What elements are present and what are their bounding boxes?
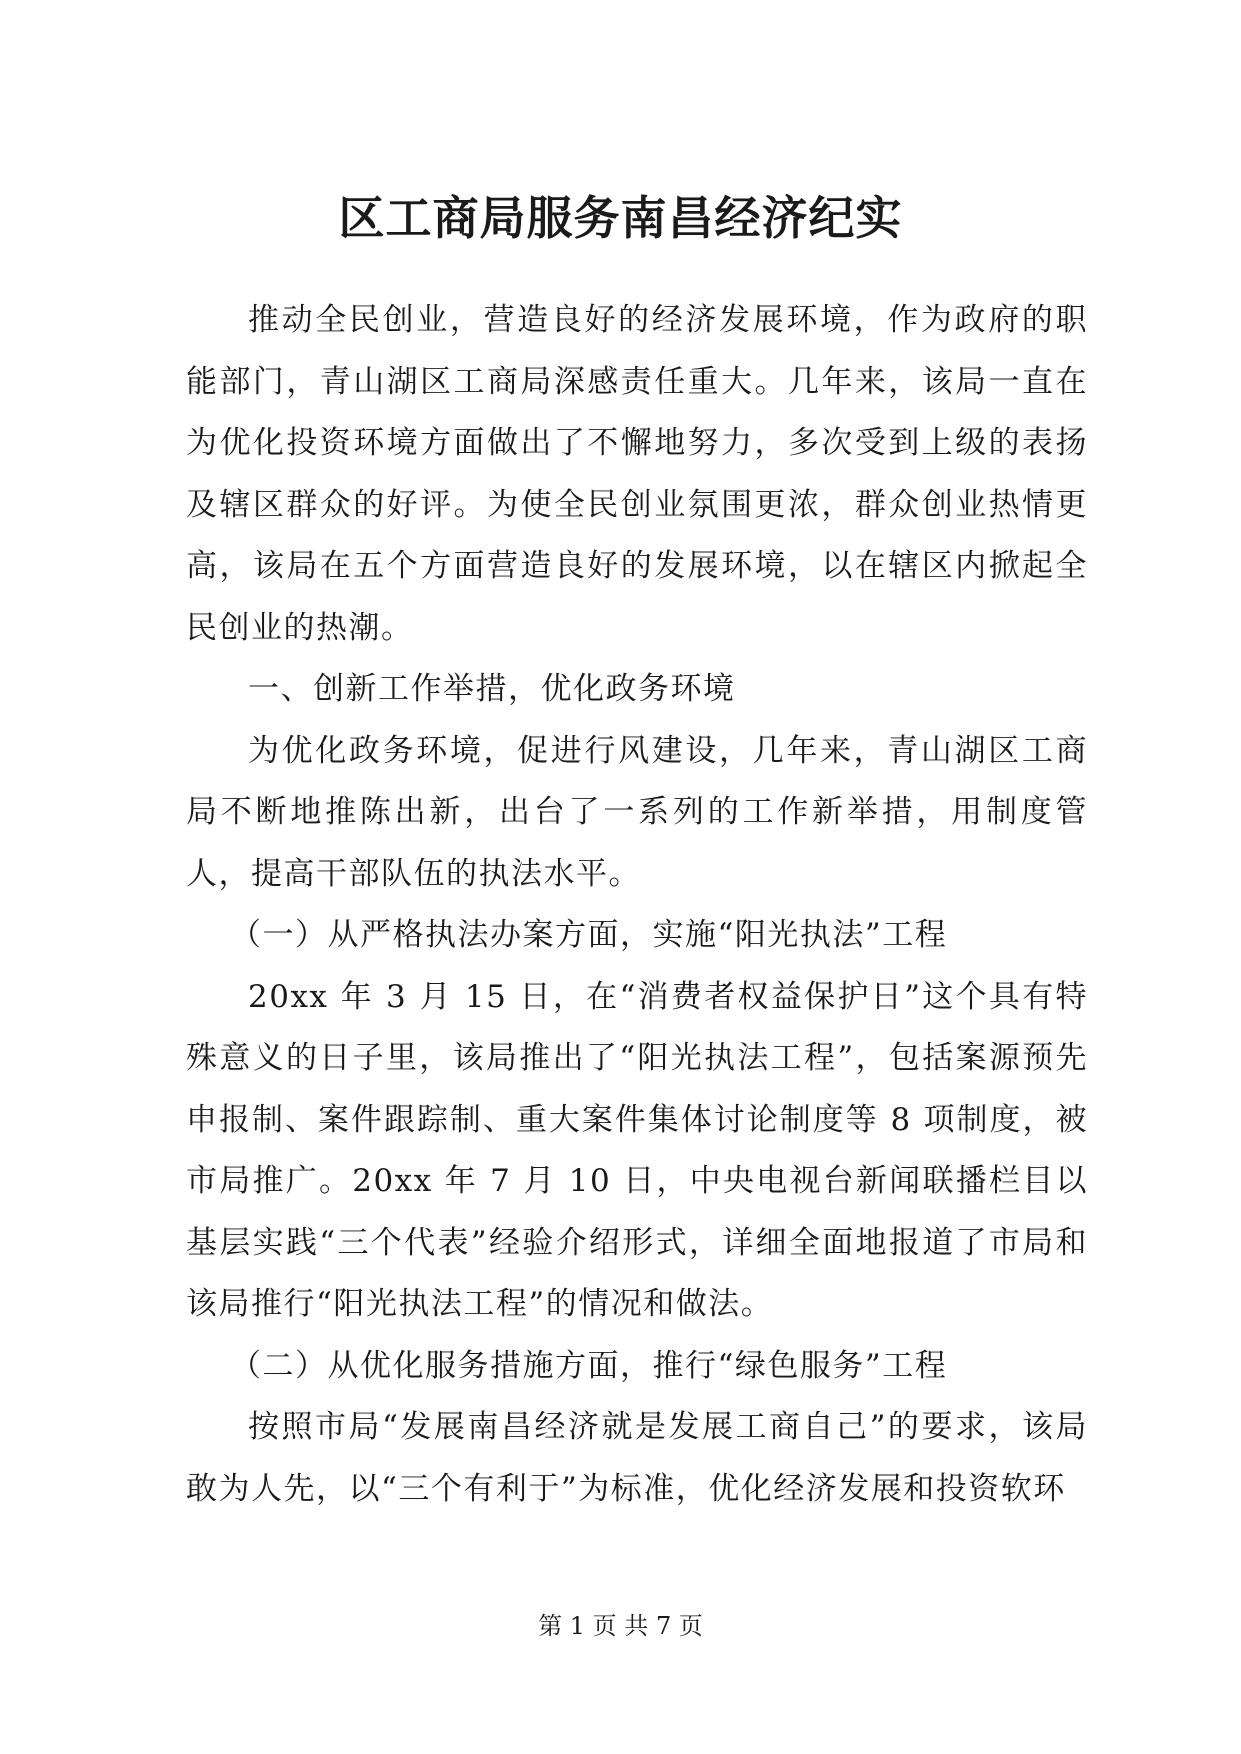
paragraph-intro: 推动全民创业，营造良好的经济发展环境，作为政府的职能部门，青山湖区工商局深感责任重大。几年来，该局一直在为优化投资环境方面做出了不懈地努力，多次受到上级的表扬及辖区群众的好评。为使全民创业氛围更浓，群众创业热情更高，该局在五个方面营造良好的发展环境，以在辖区内掀起全民创业的热潮。 [186,302,1088,646]
document-title: 区工商局服务南昌经济纪实 [338,191,903,245]
section-heading-1: 一、创新工作举措，优化政务环境 [248,671,736,707]
page-footer: 第 1 页 共 7 页 [538,1612,703,1640]
subsection-heading-1: （一）从严格执法办案方面，实施“阳光执法”工程 [230,917,948,953]
paragraph-subsection-2: 按照市局“发展南昌经济就是发展工商自己”的要求，该局敢为人先，以“三个有利于”为标准，优化经济发展和投资软环 [186,1409,1088,1507]
document-body [186,290,1088,1520]
subsection-heading-2: （二）从优化服务措施方面，推行“绿色服务”工程 [230,1347,948,1384]
paragraph-section-1: 为优化政务环境，促进行风建设，几年来，青山湖区工商局不断地推陈出新，出台了一系列的工作新举措，用制度管人，提高干部队伍的执法水平。 [186,732,1088,892]
paragraph-subsection-1: 20xx 年 3 月 15 日，在“消费者权益保护日”这个具有特殊意义的日子里，该局推出了“阳光执法工程”，包括案源预先申报制、案件跟踪制、重大案件集体讨论制度等 8 项制度，被市局推广。20xx 年 7 月 10 日，中央电视台新闻联播栏目以基层实践“三个代表”经验介绍形式，详细全面地报道了市局和该局推行“阳光执法工程”的情况和做法。 [186,978,1088,1322]
